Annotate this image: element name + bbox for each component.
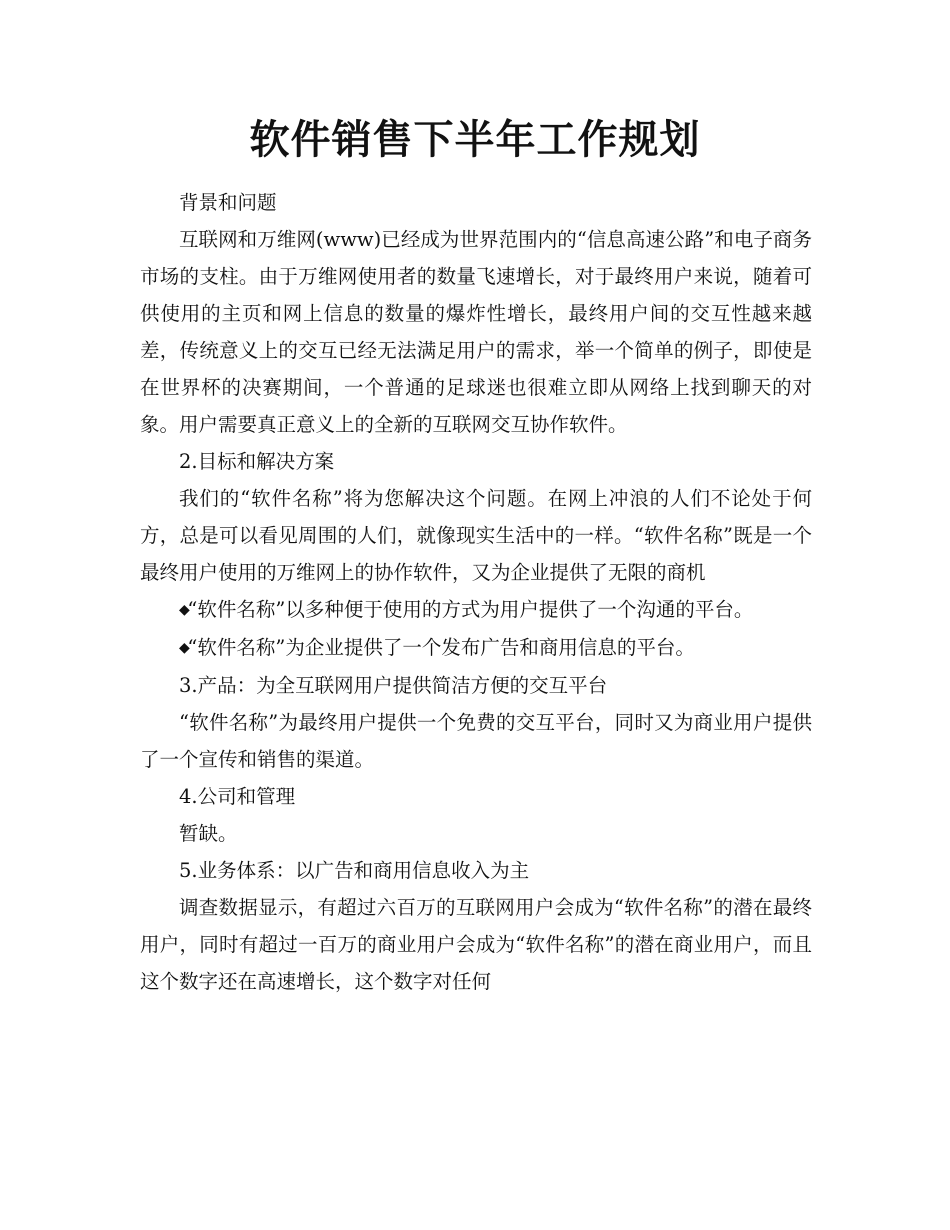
bullet-item-1-text: “软件名称”以多种便于使用的方式为用户提供了一个沟通的平台。 [187, 598, 754, 621]
section-heading-business: 5.业务体系：以广告和商用信息收入为主 [179, 859, 530, 882]
paragraph-business: 调查数据显示，有超过六百万的互联网用户会成为“软件名称”的潜在最终用户，同时有超过一百万的商业用户会成为“软件名称”的潜在商业用户，而且这个数字还在高速增长，这个数字对任何 [140, 896, 812, 993]
document-title: 软件销售下半年工作规划 [249, 117, 701, 163]
paragraph-product: “软件名称”为最终用户提供一个免费的交互平台，同时又为商业用户提供了一个宣传和销售的渠道。 [140, 711, 812, 771]
bullet-item-1 [140, 591, 812, 629]
paragraph-background: 互联网和万维网(www)已经成为世界范围内的“信息高速公路”和电子商务市场的支柱。由于万维网使用者的数量飞速增长，对于最终用户来说，随着可供使用的主页和网上信息的数量的爆炸性增长，最终用户间的交互性越来越差，传统意义上的交互已经无法满足用户的需求，举一个简单的例子，即使是在世界杯的决赛期间，一个普通的足球迷也很难立即从网络上找到聊天的对象。用户需要真正意义上的全新的互联网交互协作软件。 [140, 228, 812, 436]
document-body [140, 184, 812, 1000]
section-heading-product: 3.产品：为全互联网用户提供简洁方便的交互平台 [179, 674, 608, 697]
paragraph-goals: 我们的“软件名称”将为您解决这个问题。在网上冲浪的人们不论处于何方，总是可以看见周围的人们，就像现实生活中的一样。“软件名称”既是一个最终用户使用的万维网上的协作软件，又为企业提供了无限的商机 [140, 487, 812, 584]
paragraph-company: 暂缺。 [179, 822, 238, 845]
bullet-diamond-icon: ◆ [179, 602, 190, 618]
bullet-diamond-icon: ◆ [179, 640, 190, 656]
bullet-item-2-text: “软件名称”为企业提供了一个发布广告和商用信息的平台。 [187, 636, 695, 659]
section-heading-background: 背景和问题 [179, 191, 277, 214]
bullet-item-2 [140, 629, 812, 667]
section-heading-company: 4.公司和管理 [179, 785, 296, 808]
section-heading-goals: 2.目标和解决方案 [179, 450, 335, 473]
